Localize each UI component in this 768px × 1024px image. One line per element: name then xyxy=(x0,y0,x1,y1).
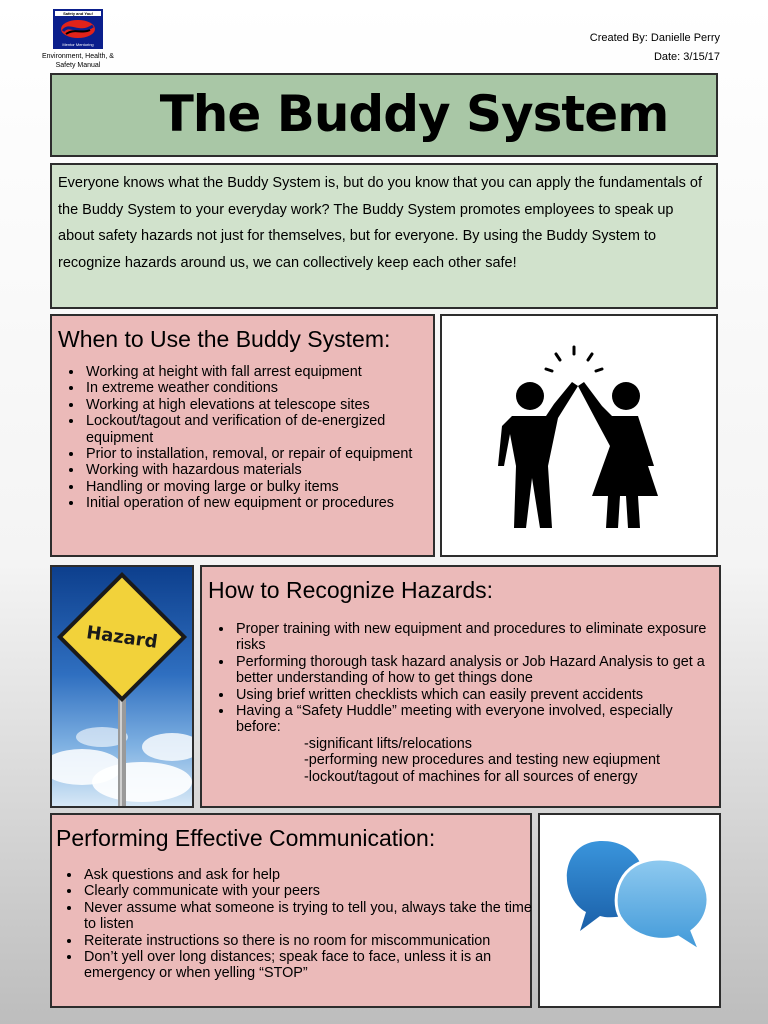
intro-text: Everyone knows what the Buddy System is, but do you know that you can apply the fundamentals of the Buddy System to your everyday work? The Buddy System promotes employees to speak up about safety hazards not just for themselves, but for everyone. By using the Buddy System to recognize hazards around us, we can collectively keep each other safe! xyxy=(58,175,703,271)
list-item: • Clearly communicate with your peers xyxy=(82,883,532,899)
intro-panel xyxy=(50,163,718,309)
list-item: • Ask questions and ask for help xyxy=(82,867,532,883)
recognize-hazards-panel xyxy=(200,565,721,808)
list-item: • Proper training with new equipment and procedures to eliminate exposure risks xyxy=(234,621,720,654)
logo-caption: Environment, Health, & Safety Manual xyxy=(42,53,114,69)
created-by: Created By: Danielle Perry xyxy=(589,32,720,44)
sub-item: -performing new procedures and testing new eqiupment xyxy=(304,752,660,769)
hazard-sign-image xyxy=(50,565,194,808)
when-to-use-list xyxy=(58,364,434,512)
speech-bubbles-image xyxy=(538,813,721,1008)
when-to-use-panel xyxy=(50,314,435,557)
list-item: • Working at high elevations at telescope sites xyxy=(84,397,434,413)
list-item: • Lockout/tagout and verification of de-energized equipment xyxy=(84,413,434,446)
list-item: • Working at height with fall arrest equipment xyxy=(84,364,434,380)
recognize-hazards-list xyxy=(208,621,720,785)
logo-emblem-icon xyxy=(55,16,101,42)
list-item-text: Having a “Safety Huddle” meeting with everyone involved, especially before: xyxy=(236,703,673,736)
communication-heading: Performing Effective Communication: xyxy=(56,825,436,851)
communication-panel xyxy=(50,813,532,1008)
list-item xyxy=(234,703,720,785)
list-item: • Never assume what someone is trying to tell you, always take the time to listen xyxy=(82,900,532,933)
list-item: • Prior to installation, removal, or repair of equipment xyxy=(84,446,434,462)
list-item: • Don’t yell over long distances; speak face to face, unless it is an emergency or when yelling “STOP” xyxy=(82,949,532,982)
page-title: The Buddy System xyxy=(159,85,669,143)
recognize-hazards-heading: How to Recognize Hazards: xyxy=(208,577,494,603)
document-date: Date: 3/15/17 xyxy=(653,51,720,63)
sub-item: -lockout/tagout of machines for all sources of energy xyxy=(304,768,638,785)
hazard-sign-icon xyxy=(52,567,192,806)
speech-bubbles-icon xyxy=(540,815,719,1006)
list-item: • Reiterate instructions so there is no room for miscommunication xyxy=(82,933,532,949)
list-item: • Working with hazardous materials xyxy=(84,462,434,478)
sub-item: -significant lifts/relocations xyxy=(304,735,472,752)
list-item: • Initial operation of new equipment or procedures xyxy=(84,495,434,511)
sign-text: Hazard xyxy=(85,622,159,653)
communication-list xyxy=(56,867,532,982)
list-item: • Handling or moving large or bulky items xyxy=(84,479,434,495)
logo-bottom-text: Mentor Mentoring xyxy=(55,42,101,47)
logo-top-text: Safety and You! xyxy=(55,11,101,16)
high-five-image xyxy=(440,314,718,557)
list-item: • Performing thorough task hazard analysis or Job Hazard Analysis to get a better understanding of how to get things done xyxy=(234,654,720,687)
when-to-use-heading: When to Use the Buddy System: xyxy=(58,326,391,352)
company-logo xyxy=(53,9,103,49)
title-banner xyxy=(50,73,718,157)
list-item: • Using brief written checklists which can easily prevent accidents xyxy=(234,687,720,703)
list-item: • In extreme weather conditions xyxy=(84,380,434,396)
high-five-icon xyxy=(442,316,716,555)
